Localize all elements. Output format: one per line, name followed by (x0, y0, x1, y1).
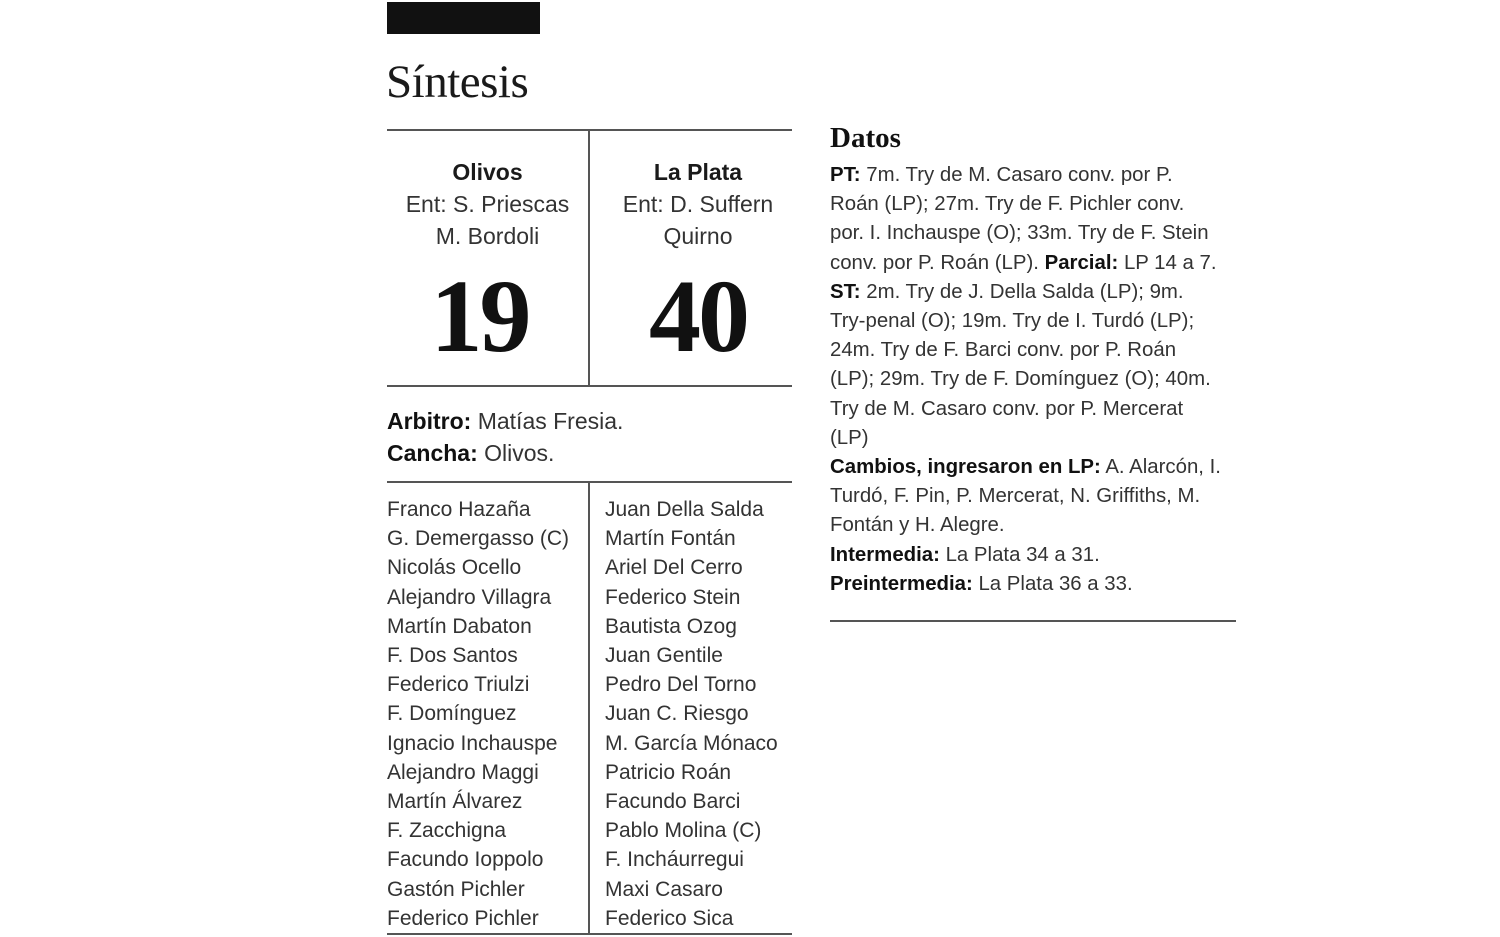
datos-line (830, 570, 1240, 599)
datos-line (830, 249, 1240, 278)
datos-line (830, 453, 1240, 482)
away-player: Facundo Barci (605, 790, 741, 814)
away-player: Juan C. Riesgo (605, 702, 749, 726)
datos-line (830, 424, 1240, 453)
home-player: Martín Dabaton (387, 614, 532, 638)
datos-text: Try-penal (O); 19m. Try de I. Turdó (LP); (830, 310, 1195, 333)
datos-text: (LP) (830, 426, 869, 449)
home-player: Alejandro Villagra (387, 585, 552, 609)
datos-label: Preintermedia: (830, 572, 973, 595)
home-roster (387, 495, 569, 933)
page-title: Síntesis (386, 56, 529, 108)
away-player: Juan Gentile (605, 644, 723, 668)
home-player: Gastón Pichler (387, 877, 525, 901)
away-roster (605, 495, 778, 933)
away-player: Martín Fontán (605, 527, 736, 551)
away-team-name: La Plata (653, 159, 743, 185)
datos-label: Intermedia: (830, 543, 940, 566)
datos-heading: Datos (830, 122, 901, 154)
datos-text: (LP); 29m. Try de F. Domínguez (O); 40m. (830, 368, 1211, 391)
home-player: F. Dos Santos (387, 644, 518, 668)
venue-value: Olivos. (477, 440, 555, 466)
datos-text: conv. por P. Roán (LP). (830, 251, 1045, 274)
datos-text: 2m. Try de J. Della Salda (LP); 9m. (860, 280, 1184, 303)
datos-line (830, 365, 1240, 394)
away-player: Pablo Molina (C) (605, 819, 762, 843)
datos-text: Try de M. Casaro conv. por P. Mercerat (830, 397, 1184, 420)
section-marker-bar (387, 2, 540, 34)
datos-text: LP 14 a 7. (1118, 251, 1217, 274)
home-coach-line-2: M. Bordoli (435, 223, 540, 249)
divider-roster-bottom (387, 933, 792, 935)
datos-text: 24m. Try de F. Barci conv. por P. Roán (830, 339, 1177, 362)
away-coach-line-1: Ent: D. Suffern (622, 191, 774, 217)
away-player: Ariel Del Cerro (605, 556, 743, 580)
match-info (387, 405, 623, 469)
home-score: 19 (430, 259, 529, 374)
datos-line (830, 278, 1240, 307)
divider-datos-bottom (830, 620, 1236, 622)
away-coach-line-2: Quirno (663, 223, 733, 249)
datos-label: Cambios, ingresaron en LP: (830, 456, 1101, 479)
away-player: Pedro Del Torno (605, 673, 757, 697)
datos-line (830, 482, 1240, 511)
home-player: F. Domínguez (387, 702, 517, 726)
datos-body (830, 161, 1240, 599)
home-player: Franco Hazaña (387, 498, 531, 521)
datos-text: 7m. Try de M. Casaro conv. por P. (860, 164, 1173, 186)
away-player: Bautista Ozog (605, 614, 737, 638)
home-player: Nicolás Ocello (387, 556, 522, 580)
datos-line (830, 511, 1240, 540)
home-player: Ignacio Inchauspe (387, 731, 558, 755)
datos-text: La Plata 36 a 33. (972, 572, 1133, 595)
datos-text: por. I. Inchauspe (O); 33m. Try de F. Stein (830, 222, 1209, 245)
datos-label: Parcial: (1044, 251, 1119, 274)
away-player: F. Incháurregui (605, 848, 744, 872)
datos-text: La Plata 34 a 31. (939, 543, 1100, 566)
datos-label: ST: (830, 280, 861, 303)
home-team-name: Olivos (452, 159, 523, 185)
away-player: Federico Stein (605, 585, 741, 609)
home-player: G. Demergasso (C) (387, 527, 570, 551)
datos-text: Turdó, F. Pin, P. Mercerat, N. Griffiths, M. (830, 485, 1201, 508)
referee-line (387, 405, 623, 437)
away-team-block (590, 156, 806, 252)
divider-score-bottom (387, 385, 792, 387)
away-player: Federico Sica (605, 906, 734, 930)
away-player: M. García Mónaco (605, 731, 778, 755)
divider-rosters (588, 482, 590, 934)
datos-text: Fontán y H. Alegre. (830, 514, 1005, 537)
referee-label: Arbitro: (387, 408, 472, 434)
datos-line (830, 541, 1240, 570)
away-player: Maxi Casaro (605, 877, 723, 901)
home-player: Alejandro Maggi (387, 760, 539, 784)
referee-value: Matías Fresia. (471, 408, 624, 434)
datos-line (830, 219, 1240, 248)
datos-line (830, 336, 1240, 365)
datos-label: PT: (830, 164, 861, 186)
venue-line (387, 437, 623, 469)
home-player: Facundo Ioppolo (387, 848, 544, 872)
away-player: Patricio Roán (605, 760, 732, 784)
datos-line (830, 190, 1240, 219)
home-player: Martín Álvarez (387, 790, 523, 814)
away-score: 40 (649, 259, 747, 374)
home-coach-line-1: Ent: S. Priescas (405, 191, 570, 217)
datos-line (830, 307, 1240, 336)
venue-label: Cancha: (387, 440, 478, 466)
datos-line (830, 161, 1240, 190)
away-player: Juan Della Salda (605, 498, 764, 521)
datos-line (830, 395, 1240, 424)
home-player: F. Zacchigna (387, 819, 507, 843)
home-team-block (387, 156, 588, 252)
home-player: Federico Pichler (387, 906, 539, 930)
home-player: Federico Triulzi (387, 673, 530, 697)
datos-text: A. Alarcón, I. (1100, 456, 1221, 479)
datos-text: Roán (LP); 27m. Try de F. Pichler conv. (830, 193, 1185, 216)
